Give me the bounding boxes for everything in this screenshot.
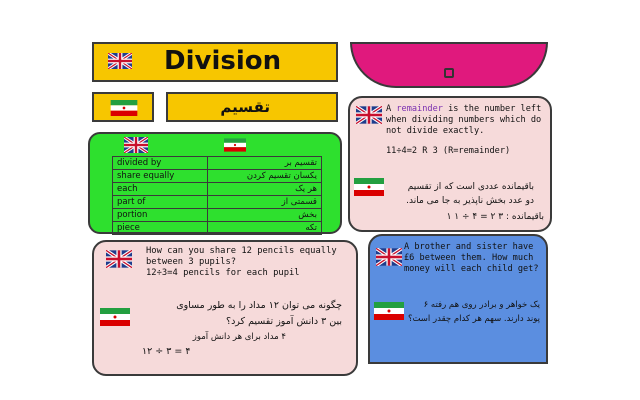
vocab-fa: هر یک: [208, 183, 322, 196]
page-title: Division: [164, 46, 282, 76]
brother-box: [368, 234, 548, 364]
remainder-fa-line2: دو عدد بخش ناپذیر به جا می ماند.: [406, 196, 534, 206]
vocab-en: divided by: [113, 157, 208, 170]
vocab-table-wrap: [112, 156, 322, 235]
uk-flag-icon: [108, 53, 132, 69]
pencils-fa-line2: بین ۳ دانش آموز تقسیم کرد؟: [226, 316, 342, 327]
vocab-en: piece: [113, 222, 208, 235]
table-row: [113, 209, 322, 222]
vocab-fa: بخش: [208, 209, 322, 222]
iran-flag-icon: [110, 100, 138, 116]
iran-flag-icon: [100, 308, 130, 326]
uk-flag-icon: [376, 248, 402, 266]
vocab-en: portion: [113, 209, 208, 222]
brother-question: A brother and sister have £6 between them. How much money will each child get?: [404, 242, 539, 274]
remainder-definition: [386, 104, 550, 137]
brother-fa-line1: یک خواهر و برادر روی هم رفته ۶: [423, 300, 540, 310]
magenta-shape: [350, 42, 548, 88]
remainder-prefix: A: [386, 104, 397, 114]
remainder-rest: is the number left when dividing numbers which do not divide exactly.: [386, 104, 542, 136]
vocab-en: each: [113, 183, 208, 196]
table-row: [113, 157, 322, 170]
vocab-fa: قسمتی از: [208, 196, 322, 209]
slot-mark: [444, 68, 454, 78]
iran-flag-icon: [354, 178, 384, 196]
table-row: [113, 183, 322, 196]
uk-flag-icon: [124, 137, 148, 153]
vocab-table: [112, 156, 322, 235]
vocab-fa: یکسان تقسیم کردن: [208, 170, 322, 183]
uk-flag-icon: [356, 106, 382, 124]
vocab-en: share equally: [113, 170, 208, 183]
pencils-answer: 12÷3=4 pencils for each pupil: [146, 268, 300, 278]
pencils-fa-line1: چگونه می توان ۱۲ مداد را به طور مساوی: [176, 300, 342, 311]
remainder-fa-line1: باقیمانده عددی است که از تقسیم: [407, 182, 534, 192]
pencils-fa-line3: ۴ مداد برای هر دانش آموز: [192, 332, 286, 342]
remainder-example: 11÷4=2 R 3 (R=remainder): [386, 146, 511, 156]
remainder-box: [348, 96, 552, 232]
vocab-box: [88, 132, 342, 234]
remainder-keyword: remainder: [396, 104, 443, 114]
title-en-bar: [92, 42, 338, 82]
vocab-fa: تکه: [208, 222, 322, 235]
iran-flag-box: [92, 92, 154, 122]
page-title-fa: تقسیم: [220, 98, 270, 116]
vocab-en: part of: [113, 196, 208, 209]
pencils-fa-example: ۴ = ۳ ÷ ۱۲: [142, 346, 191, 357]
table-row: [113, 222, 322, 235]
iran-flag-icon: [224, 138, 246, 152]
pencils-box: [92, 240, 358, 376]
vocab-fa: تقسیم بر: [208, 157, 322, 170]
remainder-fa-example: باقیمانده : ۳ ۲ = ۴ ÷ ۱ ۱: [446, 212, 544, 222]
table-row: [113, 170, 322, 183]
uk-flag-icon: [106, 250, 132, 268]
pencils-question: How can you share 12 pencils equally between 3 pupils?: [146, 246, 337, 267]
brother-fa-line2: پوند دارند. سهم هر کدام چقدر است؟: [407, 314, 540, 324]
table-row: [113, 196, 322, 209]
title-fa-bar: [166, 92, 338, 122]
